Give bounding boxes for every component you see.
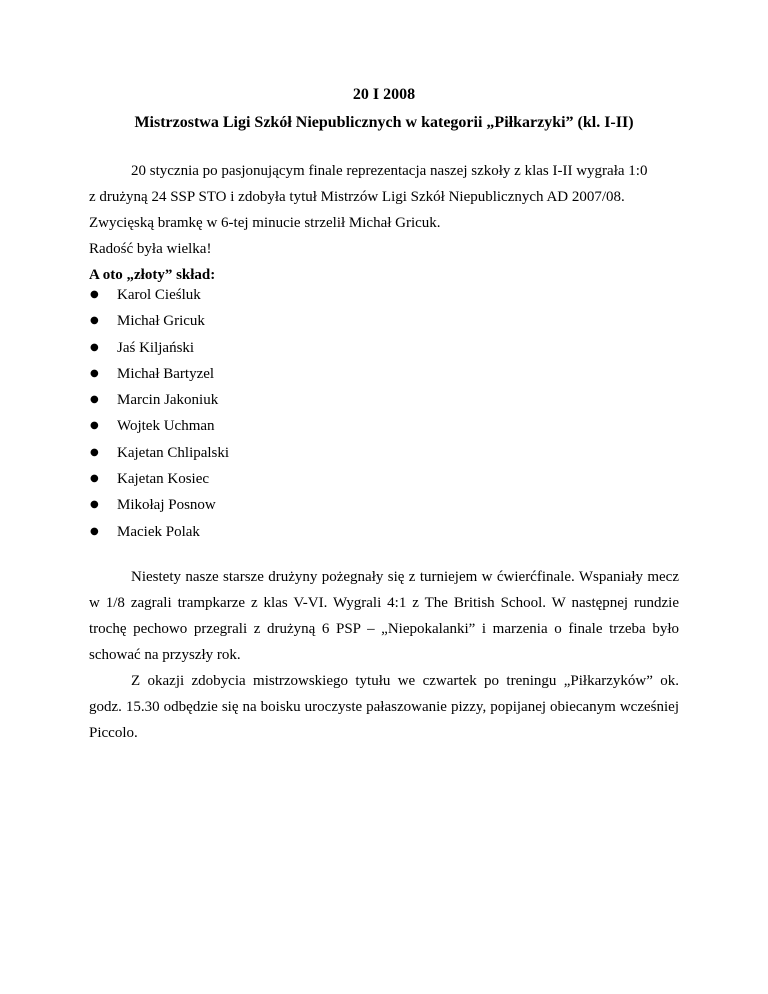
- list-item: [89, 440, 229, 466]
- bullet-icon: ●: [90, 473, 99, 485]
- list-item: [89, 413, 229, 439]
- list-item: [89, 335, 229, 361]
- player-name: Kajetan Kosiec: [117, 471, 210, 488]
- older-teams-paragraph: Niestety nasze starsze drużyny pożegnały się z turniejem w ćwierćfinale. Wspaniały mecz w 1/8 zagrali trampkarze z klas V-VI. Wygrali 4:1 z The British School. W następnej rundzie trochę pechowo przegrali z drużyną 6 PSP – „Niepokalanki” i marzenia o finale trzeba było schować na przyszły rok.: [89, 569, 679, 663]
- list-item: [89, 466, 229, 492]
- player-name: Kajetan Chlipalski: [117, 444, 230, 461]
- bullet-icon: ●: [90, 341, 99, 353]
- date-heading: 20 I 2008: [352, 86, 416, 103]
- player-name: Wojtek Uchman: [117, 418, 215, 435]
- list-item: [89, 308, 229, 334]
- list-item: [89, 361, 229, 387]
- bullet-icon: ●: [90, 394, 99, 406]
- squad-list: [89, 282, 229, 545]
- intro-line-2: z drużyną 24 SSP STO i zdobyła tytuł Mistrzów Ligi Szkół Niepublicznych AD 2007/08.: [89, 189, 625, 205]
- bullet-icon: ●: [90, 367, 99, 379]
- bullet-icon: ●: [90, 289, 99, 300]
- bullet-icon: ●: [90, 525, 99, 537]
- list-item: [89, 519, 229, 545]
- player-name: Marcin Jakoniuk: [117, 392, 219, 409]
- list-item: [89, 492, 229, 518]
- squad-heading: A oto „złoty” skład:: [89, 267, 216, 283]
- celebration-paragraph: Z okazji zdobycia mistrzowskiego tytułu we czwartek po treningu „Piłkarzyków” ok. godz. 15.30 odbędzie się na boisku uroczyste pałaszowanie pizzy, popijanej obiecanym wcześniej Piccolo.: [89, 673, 679, 741]
- player-name: Maciek Polak: [117, 523, 200, 540]
- intro-line-3: Zwycięską bramkę w 6-tej minucie strzelił Michał Gricuk.: [89, 215, 441, 231]
- player-name: Mikołaj Posnow: [117, 497, 216, 514]
- page-title: Mistrzostwa Ligi Szkół Niepublicznych w kategorii „Piłkarzyki” (kl. I-II): [134, 114, 634, 131]
- bullet-icon: ●: [90, 446, 99, 458]
- player-name: Michał Gricuk: [117, 313, 205, 330]
- bullet-icon: ●: [90, 499, 99, 511]
- bullet-icon: ●: [90, 420, 99, 432]
- intro-line-1: 20 stycznia po pasjonującym finale reprezentacja naszej szkoły z klas I-II wygrała 1:0: [131, 163, 648, 179]
- intro-line-4: Radość była wielka!: [89, 241, 212, 257]
- bullet-icon: ●: [90, 315, 99, 327]
- list-item: [89, 282, 229, 308]
- player-name: Michał Bartyzel: [117, 365, 215, 382]
- player-name: Karol Cieśluk: [117, 287, 201, 303]
- list-item: [89, 387, 229, 413]
- player-name: Jaś Kiljański: [117, 339, 195, 356]
- intro-paragraph: [89, 158, 679, 288]
